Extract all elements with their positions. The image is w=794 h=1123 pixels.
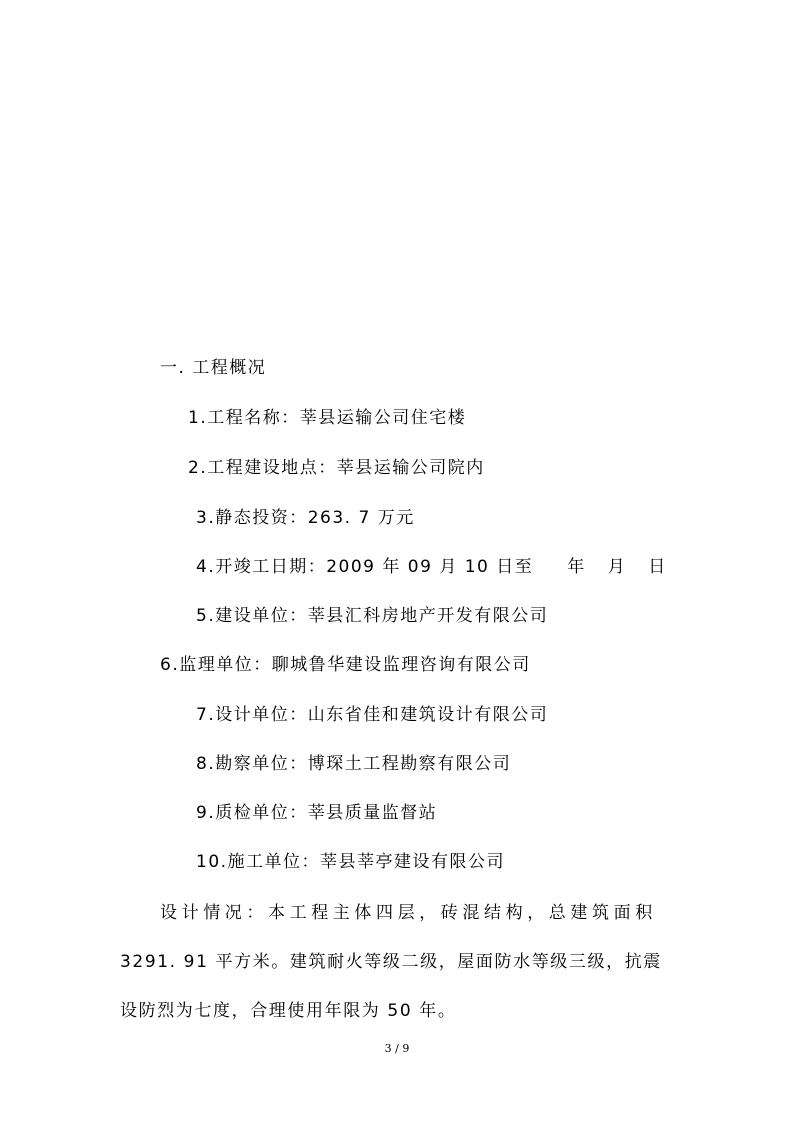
date-day-label: 日 [648,557,667,577]
list-item [196,851,505,873]
list-item [196,605,548,627]
date-year-label: 年 [567,557,586,577]
item-number: 8. [196,754,216,774]
item-text: 工程名称：莘县运输公司住宅楼 [207,408,467,428]
item-text: 设计单位：山东省佳和建筑设计有限公司 [215,705,549,725]
item-number: 6. [160,655,180,675]
item-number: 7. [196,705,216,725]
item-text: 建设单位：莘县汇科房地产开发有限公司 [215,606,549,626]
item-number: 3. [196,508,216,528]
item-number: 5. [196,606,216,626]
item-text: 静态投资：263. 7 万元 [215,508,415,528]
design-paragraph-line: 3291. 91 平方米。建筑耐火等级二级，屋面防水等级三级，抗震 [120,952,662,972]
item-number: 9. [196,803,216,823]
item-number: 1. [188,408,208,428]
item-text: 开竣工日期：2009 年 09 月 10 日至 [215,557,534,577]
list-item [188,457,485,479]
list-item [196,704,548,726]
section-title: 一. 工程概况 [160,358,267,378]
list-item [196,802,437,824]
item-text: 质检单位：莘县质量监督站 [215,803,438,823]
list-item [196,753,511,775]
list-item [160,654,531,676]
list-item [196,556,667,578]
page-number: 3 / 9 [384,1042,410,1055]
item-text: 施工单位：莘县莘亭建设有限公司 [227,852,506,872]
design-paragraph-line: 设防烈为七度，合理使用年限为 50 年。 [120,1001,457,1021]
item-number: 4. [196,557,216,577]
item-text: 工程建设地点：莘县运输公司院内 [207,458,485,478]
list-item [196,507,415,529]
item-text: 监理单位：聊城鲁华建设监理咨询有限公司 [179,655,531,675]
design-paragraph-line: 设计情况：本工程主体四层，砖混结构，总建筑面积 [160,903,657,923]
item-text: 勘察单位：博琛土工程勘察有限公司 [215,754,512,774]
list-item [188,407,466,429]
item-number: 10. [196,852,228,872]
item-number: 2. [188,458,208,478]
date-month-label: 月 [607,557,627,577]
